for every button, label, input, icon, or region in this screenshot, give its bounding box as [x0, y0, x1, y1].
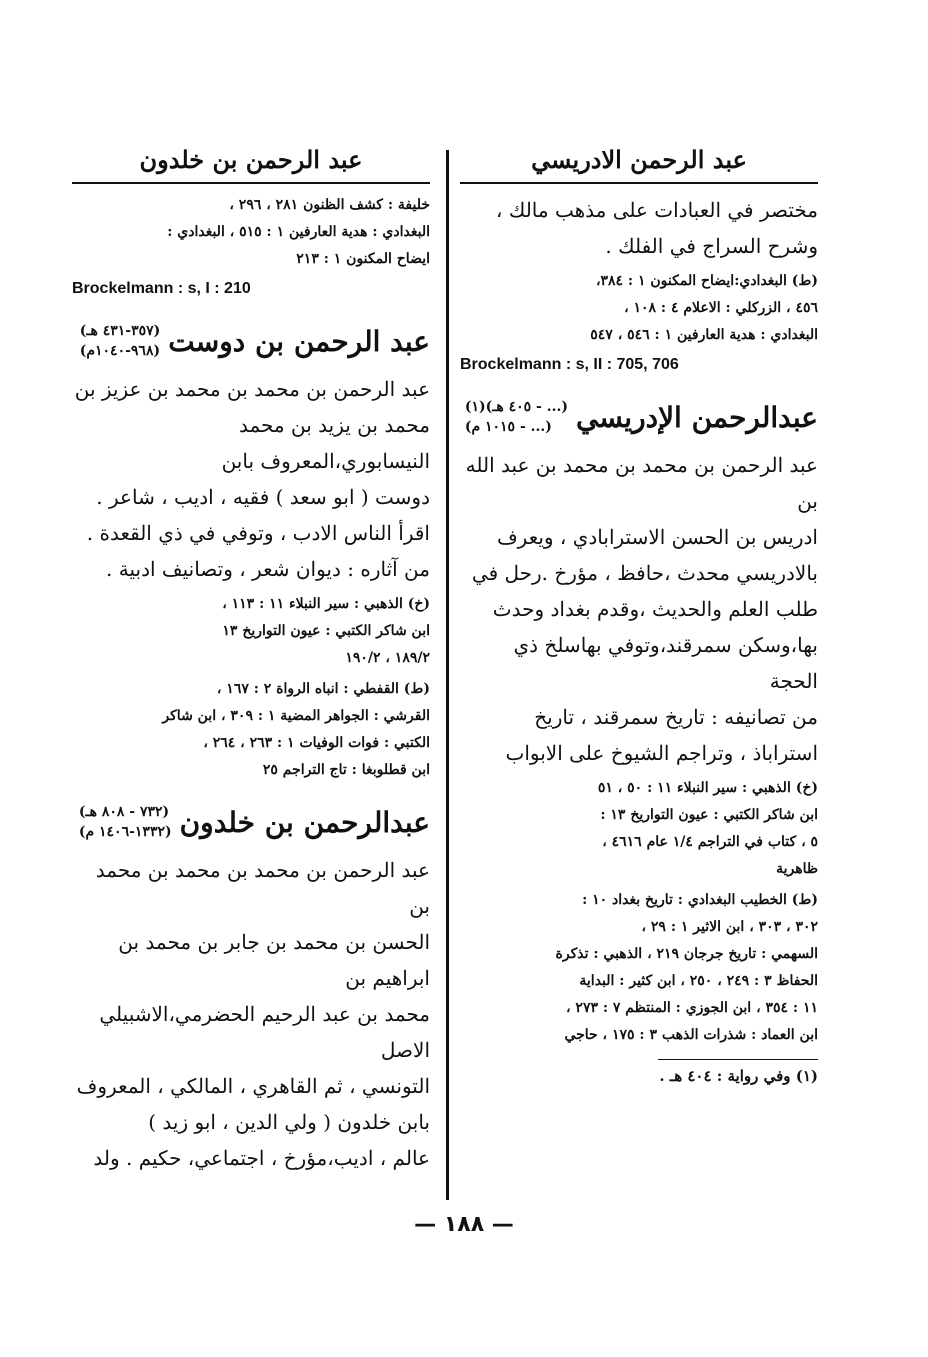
dates-ad: (١٣٣٢-١٤٠٦ م) [78, 824, 172, 840]
body-line: التونسي ، ثم القاهري ، المالكي ، المعروف [76, 1074, 430, 1098]
left-column-header: عبد الرحمن بن خلدون [72, 140, 430, 184]
continuation-line: مختصر في العبادات على مذهب مالك ، [496, 198, 818, 222]
body-line: الحسن بن محمد بن جابر بن محمد بن ابراهيم بن [118, 930, 430, 990]
body-line: عبد الرحمن بن محمد بن محمد بن عبد الله بن [465, 453, 818, 513]
reference-line: (ط) الخطيب البغدادي : تاريخ بغداد ١٠ : [582, 892, 818, 908]
entry-name: عبد الرحمن بن دوست [168, 324, 430, 358]
reference-line: ايضاح المكنون ١ : ٢١٣ [296, 251, 430, 267]
continuation-references [72, 192, 430, 273]
reference-line: البغدادي : هدية العارفين ١ : ٥١٥ ، البغدادي : [167, 224, 430, 240]
entry-dates [465, 397, 568, 437]
printed-references [460, 887, 818, 1049]
reference-line: القرشي : الجواهر المضية ١ : ٣٠٩ ، ابن شاكر [162, 708, 430, 724]
entry-dates [79, 802, 172, 842]
reference-line: ١٨٩/٢ ، ١٩٠/٢ [345, 650, 430, 666]
dates-hijri: (... - ٤٠٥ هـ)(١) [464, 399, 568, 415]
body-line: استراباذ ، وتراجم الشيوخ على الابواب [505, 741, 818, 765]
dates-ad: (... - ١٠١٥ م) [464, 419, 552, 435]
column-divider [446, 150, 449, 1200]
body-line: من تصانيفه : تاريخ سمرقند ، تاريخ [534, 705, 818, 729]
right-column [460, 140, 818, 1088]
reference-line: ابن العماد : شذرات الذهب ٣ : ١٧٥ ، حاجي [564, 1027, 818, 1043]
body-line: بابن خلدون ( ولي الدين ، ابو زيد ) [148, 1110, 430, 1134]
entry-name: عبدالرحمن الإدريسي [575, 400, 818, 434]
reference-line: ٥ ، كتاب في التراجم ١/٤ عام ٤٦١٦ ، [602, 834, 818, 850]
footnote: (١) وفي رواية : ٤٠٤ هـ . [659, 1067, 818, 1085]
reference-line: (ط) البغدادي:ايضاح المكنون ١ : ٣٨٤، [595, 273, 818, 289]
reference-line: ظاهرية [776, 861, 818, 877]
body-line: من آثاره : ديوان شعر ، وتصانيف ادبية . [106, 557, 430, 581]
body-line: دوست ( ابو سعد ) فقيه ، اديب ، شاعر . [96, 485, 430, 509]
reference-line: السهمي : تاريخ جرجان ٢١٩ ، الذهبي : تذكرة [555, 946, 818, 962]
body-line: عالم ، اديب،مؤرخ ، اجتماعي، حكيم . ولد [93, 1146, 430, 1170]
entry-body [72, 371, 430, 587]
continuation-line: وشرح السراج في الفلك . [605, 234, 818, 258]
reference-line: خليفة : كشف الظنون ٢٨١ ، ٢٩٦ ، [229, 197, 430, 213]
body-line: محمد بن يزيد بن محمد النيسابوري،المعروف بابن [221, 413, 430, 473]
body-line: عبد الرحمن بن محمد بن محمد بن محمد بن [95, 858, 430, 918]
left-column [72, 140, 430, 1176]
dates-ad: (٩٦٨-١٠٤٠م) [79, 343, 161, 359]
manuscript-references [72, 591, 430, 672]
dates-hijri: (٧٣٢ - ٨٠٨ هـ) [78, 804, 170, 820]
reference-block [460, 268, 818, 349]
entry-title-idrisi [460, 397, 818, 437]
page-number: — ١٨٨ — [414, 1212, 514, 1237]
reference-line: ابن قطلوبغا : تاج التراجم ٢٥ [262, 762, 430, 778]
entry-title-khaldun [72, 802, 430, 842]
right-column-header: عبد الرحمن الادريسي [460, 140, 818, 184]
reference-line: ابن شاكر الكتبي : عيون التواريخ ١٣ [222, 623, 430, 639]
body-line: بها،وسكن سمرقند،وتوفي بهاسلخ ذي الحجة [513, 633, 818, 693]
reference-line: (ط) القفطي : انباه الرواة ٢ : ١٦٧ ، [216, 681, 430, 697]
body-line: طلب العلم والحديث ،وقدم بغداد وحدث [492, 597, 818, 621]
reference-line: ٤٥٦ ، الزركلي : الاعلام ٤ : ١٠٨ ، [624, 300, 818, 316]
entry-body [460, 447, 818, 771]
reference-line: (خ) الذهبي : سير النبلاء ١١ : ١١٣ ، [222, 596, 430, 612]
manuscript-references [460, 775, 818, 883]
entry-body [72, 852, 430, 1176]
reference-line: الكتبي : فوات الوفيات ١ : ٢٦٣ ، ٢٦٤ ، [203, 735, 430, 751]
reference-line: الحفاظ ٣ : ٢٤٩ ، ٢٥٠ ، ابن كثير : البداية [579, 973, 818, 989]
entry-name: عبدالرحمن بن خلدون [179, 805, 430, 839]
printed-references [72, 676, 430, 784]
brockelmann-reference: Brockelmann : s, I : 210 [72, 280, 251, 297]
reference-line: البغدادي : هدية العارفين ١ : ٥٤٦ ، ٥٤٧ [590, 327, 818, 343]
reference-line: ٣٠٢ ، ٣٠٣ ، ابن الاثير ١ : ٢٩ ، [641, 919, 818, 935]
brockelmann-reference: Brockelmann : s, II : 705, 706 [460, 356, 679, 373]
entry-dates [80, 321, 161, 361]
dates-hijri: (٣٥٧-٤٣١ هـ) [79, 323, 161, 339]
body-line: اقرأ الناس الادب ، وتوفي في ذي القعدة . [86, 521, 430, 545]
body-line: ادريس بن الحسن الاسترابادي ، ويعرف [496, 525, 818, 549]
reference-line: (خ) الذهبي : سير النبلاء ١١ : ٥٠ ، ٥١ [597, 780, 818, 796]
footnote-separator [658, 1059, 818, 1060]
reference-line: ١١ : ٣٥٤ ، ابن الجوزي : المنتظم ٧ : ٢٧٣ ، [566, 1000, 818, 1016]
reference-line: ابن شاكر الكتبي : عيون التواريخ ١٣ : [600, 807, 818, 823]
body-line: بالادريسي محدث ،حافظ ، مؤرخ .رحل في [471, 561, 818, 585]
body-line: محمد بن عبد الرحيم الحضرمي،الاشبيلي الاصل [99, 1002, 430, 1062]
body-line: عبد الرحمن بن محمد بن محمد بن عزيز بن [74, 377, 430, 401]
entry-title-dust [72, 321, 430, 361]
